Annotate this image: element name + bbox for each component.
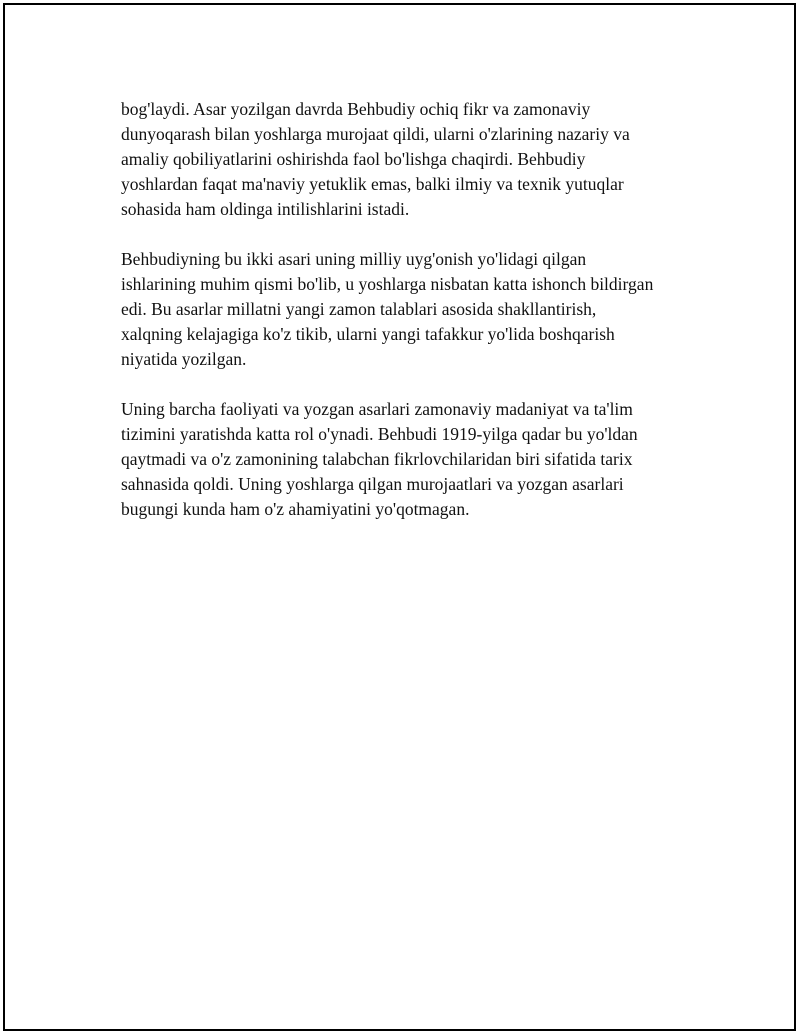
paragraph-2: [121, 247, 701, 372]
text-line: sahnasida qoldi. Uning yoshlarga qilgan murojaatlari va yozgan asarlari: [121, 474, 624, 494]
text-line: Behbudiyning bu ikki asari uning milliy uyg'onish yo'lidagi qilgan: [121, 249, 587, 269]
text-line: edi. Bu asarlar millatni yangi zamon talablari asosida shakllantirish,: [121, 299, 597, 319]
text-line: qaytmadi va o'z zamonining talabchan fikrlovchilaridan biri sifatida tarix: [121, 449, 633, 469]
text-line: amaliy qobiliyatlarini oshirishda faol bo'lishga chaqirdi. Behbudiy: [121, 149, 586, 169]
text-line: bugungi kunda ham o'z ahamiyatini yo'qotmagan.: [121, 499, 470, 519]
text-line: sohasida ham oldinga intilishlarini istadi.: [121, 199, 410, 219]
text-line: tizimini yaratishda katta rol o'ynadi. Behbudi 1919-yilga qadar bu yo'ldan: [121, 424, 638, 444]
text-line: xalqning kelajagiga ko'z tikib, ularni yangi tafakkur yo'lida boshqarish: [121, 324, 615, 344]
text-line: niyatida yozilgan.: [121, 349, 247, 369]
text-line: dunyoqarash bilan yoshlarga murojaat qildi, ularni o'zlarining nazariy va: [121, 124, 630, 144]
paragraph-3: [121, 397, 701, 522]
document-body: [121, 97, 701, 547]
text-line: yoshlardan faqat ma'naviy yetuklik emas, balki ilmiy va texnik yutuqlar: [121, 174, 624, 194]
paragraph-1: [121, 97, 701, 222]
text-line: ishlarining muhim qismi bo'lib, u yoshlarga nisbatan katta ishonch bildirgan: [121, 274, 654, 294]
text-line: bog'laydi. Asar yozilgan davrda Behbudiy ochiq fikr va zamonaviy: [121, 99, 591, 119]
document-page: [3, 3, 796, 1031]
text-line: Uning barcha faoliyati va yozgan asarlari zamonaviy madaniyat va ta'lim: [121, 399, 633, 419]
